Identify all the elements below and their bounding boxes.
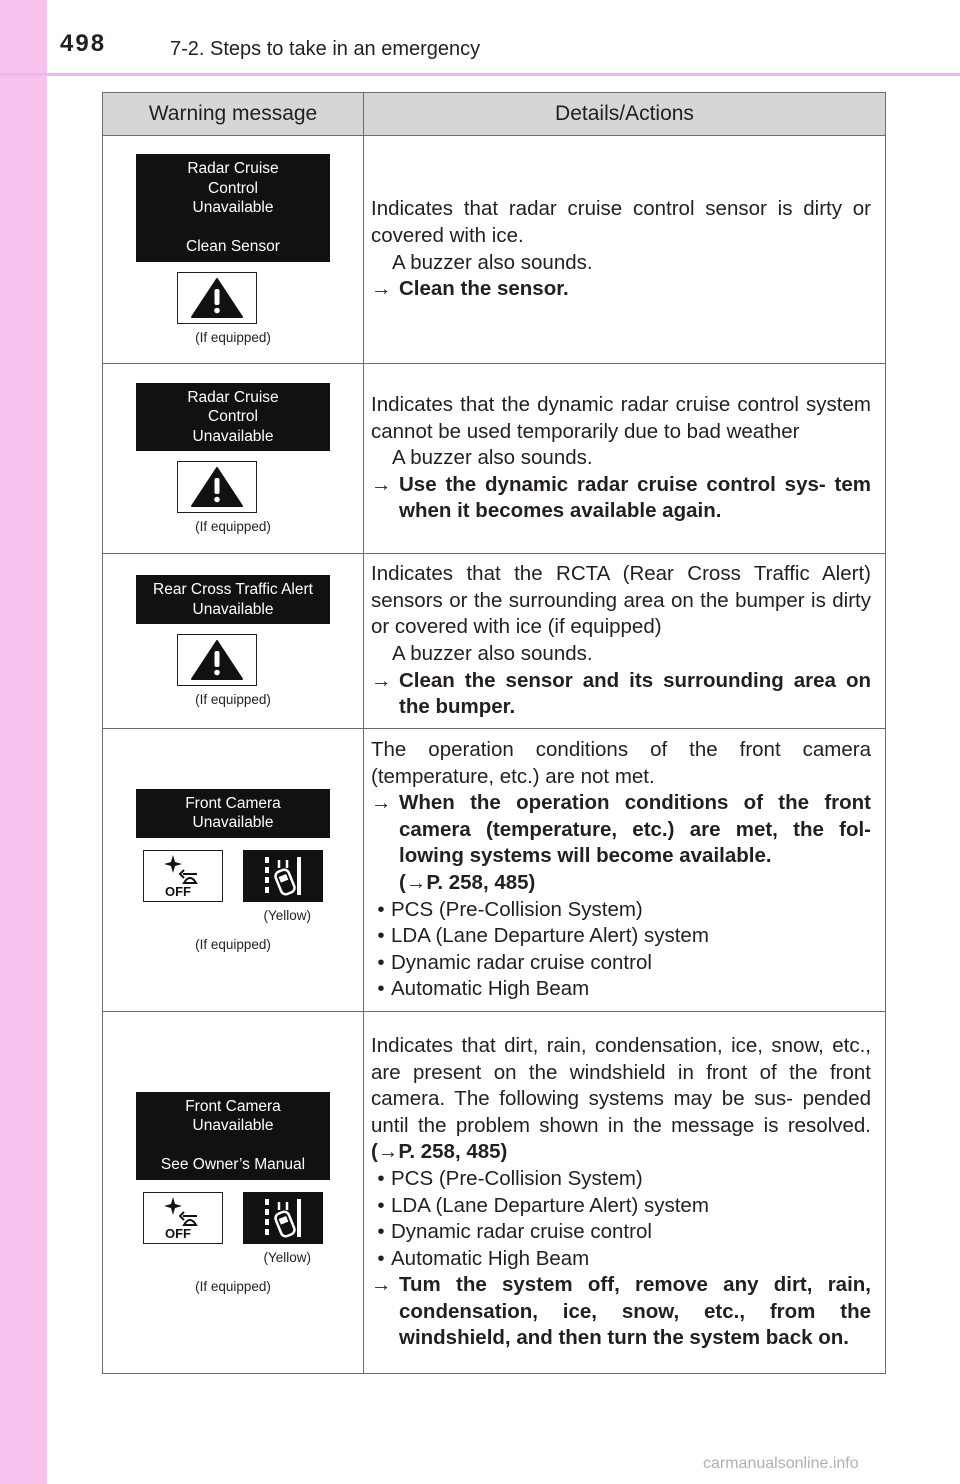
table-row [103, 554, 886, 729]
warning-visual-cell [103, 1012, 364, 1374]
buzzer-note: A buzzer also sounds. [392, 446, 593, 470]
if-equipped-note: (If equipped) [195, 692, 271, 707]
pcs-off-icon [143, 1192, 223, 1244]
page-number: 498 [60, 30, 107, 57]
list-item: • Automatic High Beam [377, 977, 590, 1001]
description-text: Indicates that the dynamic radar cruise control system cannot be used temporarily due to bad weather [371, 393, 871, 443]
warning-message-table [102, 92, 886, 1374]
table-row [103, 729, 886, 1012]
list-item: • PCS (Pre-Collision System) [377, 1166, 643, 1190]
if-equipped-note: (If equipped) [195, 329, 271, 345]
arrow-icon: → [371, 472, 392, 496]
warning-triangle-icon [177, 272, 257, 324]
action-item [371, 1272, 871, 1352]
header-divider [0, 73, 960, 76]
display-message: Radar Cruise Control Unavailable [136, 383, 330, 452]
action-text: Clean the sensor. [399, 277, 569, 301]
display-message: Front Camera Unavailable See Owner’s Manual [136, 1092, 330, 1180]
details-cell [364, 136, 886, 364]
yellow-color-note: (Yellow) [263, 1249, 311, 1265]
pcs-off-icon [143, 850, 223, 902]
details-cell [364, 364, 886, 554]
action-item [371, 668, 871, 721]
arrow-icon: → [371, 791, 392, 815]
action-item [371, 472, 871, 525]
warning-visual-cell [103, 136, 364, 364]
warning-triangle-icon [177, 634, 257, 686]
if-equipped-note: (If equipped) [195, 1278, 271, 1294]
warning-triangle-icon [177, 461, 257, 513]
header-details-actions: Details/Actions [364, 93, 886, 136]
display-message: Rear Cross Traffic Alert Unavailable [136, 575, 330, 624]
if-equipped-note: (If equipped) [195, 936, 271, 952]
table-header-row [103, 93, 886, 136]
action-item [371, 276, 871, 303]
display-message: Radar Cruise Control Unavailable Clean Sensor [136, 154, 330, 262]
watermark: carmanualsonline.info [703, 1455, 859, 1472]
buzzer-note: A buzzer also sounds. [392, 250, 593, 274]
buzzer-note: A buzzer also sounds. [392, 642, 593, 665]
list-item: • LDA (Lane Departure Alert) system [377, 924, 709, 948]
list-item: • Automatic High Beam [377, 1246, 590, 1270]
table-row [103, 136, 886, 364]
action-text: Clean the sensor and its surrounding area on the bumper. [399, 668, 871, 719]
yellow-color-note: (Yellow) [263, 907, 311, 923]
arrow-icon: → [371, 668, 392, 692]
page-reference: (→P. 258, 485) [399, 871, 536, 894]
list-item: • Dynamic radar cruise control [377, 950, 652, 974]
description-text: The operation conditions of the front camera (temperature, etc.) are not met. [371, 738, 871, 788]
details-cell [364, 729, 886, 1012]
lane-departure-icon [243, 1192, 323, 1244]
details-cell [364, 1012, 886, 1374]
list-item: • LDA (Lane Departure Alert) system [377, 1193, 709, 1217]
description-text: Indicates that the RCTA (Rear Cross Traffic Alert) sensors or the surrounding area on the bumper is dirty or covered with ice (if equipped) [371, 562, 871, 639]
list-item: • PCS (Pre-Collision System) [377, 897, 643, 921]
warning-visual-cell [103, 729, 364, 1012]
details-cell [364, 554, 886, 729]
section-title: 7-2. Steps to take in an emergency [170, 38, 481, 60]
lane-departure-icon [243, 850, 323, 902]
header-warning-message: Warning message [103, 93, 364, 136]
description-text: Indicates that radar cruise control sensor is dirty or covered with ice. [371, 197, 871, 247]
side-color-strip [0, 0, 47, 1484]
table-row [103, 364, 886, 554]
display-message: Front Camera Unavailable [136, 789, 330, 838]
pcs-off-text: OFF [165, 1225, 191, 1241]
list-item: • Dynamic radar cruise control [377, 1220, 652, 1244]
pcs-off-text: OFF [165, 883, 191, 899]
arrow-icon: → [371, 277, 392, 301]
arrow-icon: → [371, 1273, 392, 1297]
warning-visual-cell [103, 364, 364, 554]
action-text: Use the dynamic radar cruise control sys- tem when it becomes available again. [399, 472, 871, 523]
action-text: When the operation conditions of the front camera (temperature, etc.) are met, the fol- lowing systems will become available. [399, 791, 871, 868]
if-equipped-note: (If equipped) [195, 519, 271, 535]
page-reference: (→P. 258, 485) [371, 1140, 508, 1164]
table-row [103, 1012, 886, 1374]
action-text: Tum the system off, remove any dirt, rain, condensation, ice, snow, etc., from the windshield, and then turn the system back on. [399, 1273, 871, 1350]
description-text: Indicates that dirt, rain, condensation, ice, snow, etc., are present on the windshield in front of the front camera. The following systems may be sus- pended until the problem shown in the message is resolved. (→P. 258, 485) [371, 1033, 871, 1164]
action-item [371, 790, 871, 870]
warning-visual-cell [103, 554, 364, 729]
